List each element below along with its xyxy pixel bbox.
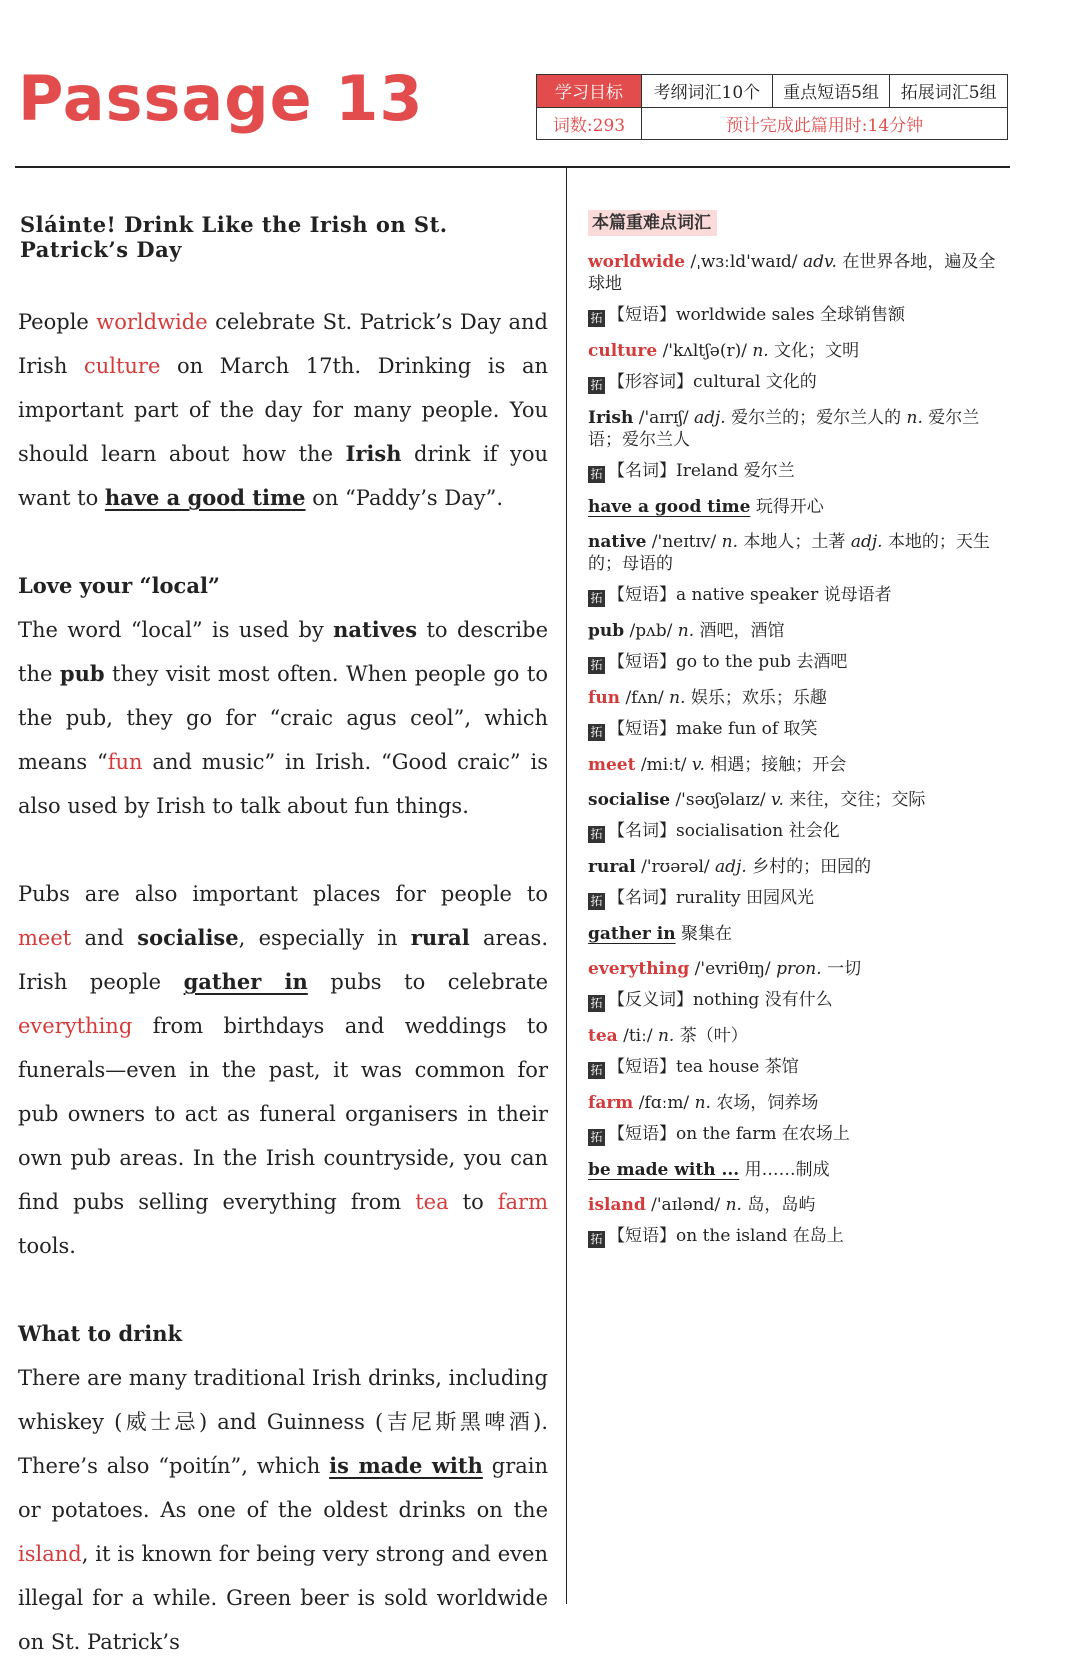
keyword-socialise: socialise bbox=[137, 925, 239, 950]
vocab-entry: fun /fʌn/ n. 娱乐；欢乐；乐趣 拓 【短语】make fun of 取笑 bbox=[588, 688, 827, 739]
article-paragraph-4: There are many traditional Irish drinks, including whiskey (威士忌) and Guinness (吉尼斯黑啤酒). There’s also “poitín”, which is made with grain or potatoes. As one of the oldest drinks on the island, it is known for being very strong and even illegal for a while. Green beer is sold worldwide on St. Patrick’s bbox=[18, 1366, 548, 1654]
vocab-entry: tea /tiː/ n. 茶（叶） 拓 【短语】tea house 茶馆 bbox=[588, 1026, 799, 1077]
article-title: Sláinte! Drink Like the Irish on St. Patrick’s Day bbox=[20, 212, 448, 262]
goal-phrase-count: 重点短语5组 bbox=[772, 75, 890, 108]
extend-icon: 拓 bbox=[588, 893, 605, 910]
extend-icon: 拓 bbox=[588, 1231, 605, 1248]
extend-icon: 拓 bbox=[588, 310, 605, 327]
vocab-entry: meet /miːt/ v. 相遇；接触；开会 bbox=[588, 755, 847, 775]
vocab-entry: everything /'evriθɪŋ/ pron. 一切 拓 【反义词】nothing 没有什么 bbox=[588, 959, 862, 1010]
extend-icon: 拓 bbox=[588, 377, 605, 394]
extend-icon: 拓 bbox=[588, 590, 605, 607]
article-paragraph-2: The word “local” is used by natives to describe the pub they visit most often. When people go to the pub, they go for “craic agus ceol”, which means “fun and music” in Irish. “Good craic” is also used by Irish to talk about fun things. bbox=[18, 617, 548, 818]
article-paragraph-1: People worldwide celebrate St. Patrick’s Day and Irish culture on March 17th. Drinking is an important part of the day for many people. You should learn about how the Irish drink if you want to have a good time on “Paddy’s Day”. bbox=[18, 310, 549, 510]
vocab-column bbox=[588, 210, 1012, 1261]
vocab-entry: pub /pʌb/ n. 酒吧，酒馆 拓 【短语】go to the pub 去酒吧 bbox=[588, 621, 848, 672]
extend-icon: 拓 bbox=[588, 826, 605, 843]
keyword-meet: meet bbox=[18, 926, 72, 950]
vocab-entry: worldwide /ˌwɜːld'waɪd/ adv. 在世界各地，遍及全球地 拓 【短语】worldwide sales 全球销售额 bbox=[588, 252, 996, 325]
phrase-have-a-good-time: have a good time bbox=[104, 485, 306, 510]
extend-icon: 拓 bbox=[588, 724, 605, 741]
vocab-entry: native /'neɪtɪv/ n. 本地人；土著 adj. 本地的；天生的；母语的 拓 【短语】a native speaker 说母语者 bbox=[588, 532, 990, 605]
keyword-fun: fun bbox=[107, 750, 143, 774]
phrase-gather-in: gather in bbox=[183, 969, 308, 994]
vocab-title: 本篇重难点词汇 bbox=[588, 210, 717, 236]
keyword-culture: culture bbox=[83, 354, 161, 378]
keyword-worldwide: worldwide bbox=[96, 310, 208, 334]
vocab-entry: be made with ... 用……制成 bbox=[588, 1160, 830, 1180]
keyword-irish: Irish bbox=[345, 441, 402, 466]
extend-icon: 拓 bbox=[588, 466, 605, 483]
vocab-entry: rural /'rʊərəl/ adj. 乡村的；田园的 拓 【名词】rurality 田园风光 bbox=[588, 857, 872, 908]
header-divider bbox=[15, 166, 1010, 168]
goals-label: 学习目标 bbox=[537, 75, 642, 108]
vocab-entry: culture /'kʌltʃə(r)/ n. 文化；文明 拓 【形容词】cultural 文化的 bbox=[588, 341, 860, 392]
learning-goals-table bbox=[536, 74, 1008, 140]
section-heading-local: Love your “local” bbox=[18, 573, 221, 598]
keyword-tea: tea bbox=[415, 1190, 449, 1214]
goal-extended-count: 拓展词汇5组 bbox=[890, 75, 1008, 108]
column-divider bbox=[566, 168, 567, 1604]
keyword-farm: farm bbox=[497, 1190, 548, 1214]
word-count: 词数:293 bbox=[537, 107, 642, 140]
vocab-entry: island /'aɪlənd/ n. 岛，岛屿 拓 【短语】on the island 在岛上 bbox=[588, 1195, 844, 1246]
article-column bbox=[18, 200, 548, 1664]
keyword-natives: natives bbox=[333, 617, 418, 642]
keyword-rural: rural bbox=[410, 925, 470, 950]
article-paragraph-3: Pubs are also important places for people to meet and socialise, especially in rural areas. Irish people gather in pubs to celebrate everything from birthdays and weddings to funerals—even in the past, it was common for pub owners to act as funeral organisers in their own pub areas. In the Irish countryside, you can find pubs selling everything from tea to farm tools. bbox=[18, 882, 548, 1258]
keyword-island: island bbox=[18, 1542, 82, 1566]
vocab-entry: socialise /'səʊʃəlaɪz/ v. 来往，交往；交际 拓 【名词】socialisation 社会化 bbox=[588, 790, 926, 841]
keyword-pub: pub bbox=[59, 661, 105, 686]
estimated-time: 预计完成此篇用时:14分钟 bbox=[642, 107, 1008, 140]
vocab-entry: gather in 聚集在 bbox=[588, 924, 733, 944]
vocab-entry: farm /fɑːm/ n. 农场，饲养场 拓 【短语】on the farm 在农场上 bbox=[588, 1093, 850, 1144]
extend-icon: 拓 bbox=[588, 1129, 605, 1146]
vocab-entry: have a good time 玩得开心 bbox=[588, 497, 824, 517]
section-heading-drink: What to drink bbox=[18, 1321, 183, 1346]
vocab-entry: Irish /'aɪrɪʃ/ adj. 爱尔兰的；爱尔兰人的 n. 爱尔兰语；爱尔兰人 拓 【名词】Ireland 爱尔兰 bbox=[588, 408, 980, 481]
extend-icon: 拓 bbox=[588, 657, 605, 674]
extend-icon: 拓 bbox=[588, 995, 605, 1012]
passage-title: Passage 13 bbox=[18, 62, 424, 135]
extend-icon: 拓 bbox=[588, 1062, 605, 1079]
phrase-is-made-with: is made with bbox=[329, 1453, 483, 1478]
keyword-everything: everything bbox=[18, 1014, 133, 1038]
goal-vocab-count: 考纲词汇10个 bbox=[642, 75, 773, 108]
